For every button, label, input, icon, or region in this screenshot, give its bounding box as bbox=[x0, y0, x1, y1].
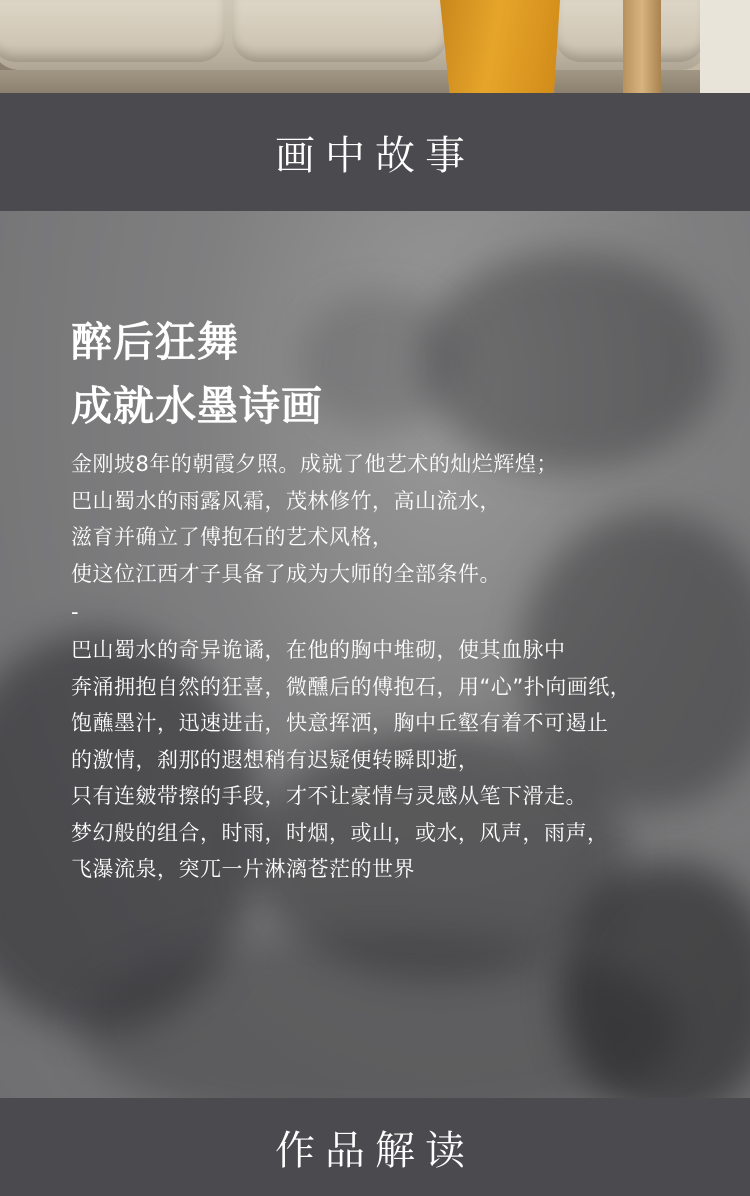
wall bbox=[700, 0, 750, 93]
paragraph-line: 的激情，刹那的遐想稍有迟疑便转瞬即逝， bbox=[71, 747, 480, 772]
paragraph-line: 奔涌拥抱自然的狂喜，微醺后的傅抱石，用“心”扑向画纸， bbox=[71, 674, 632, 699]
paragraph-line: 巴山蜀水的奇异诡谲，在他的胸中堆砌，使其血脉中 bbox=[71, 638, 566, 662]
paragraph-line: 飞瀑流泉，突兀一片淋漓苍茫的世界 bbox=[71, 857, 415, 881]
sofa-photo bbox=[0, 0, 750, 93]
section-title: 画中故事 bbox=[275, 132, 475, 179]
paragraph-line: 只有连皴带擦的手段，才不让豪情与灵感从笔下滑走。 bbox=[71, 784, 587, 808]
sofa-cushion bbox=[0, 0, 225, 62]
paragraph-line: 梦幻般的组合，时雨，时烟，或山，或水，风声，雨声， bbox=[71, 820, 609, 845]
paragraph-line: 滋育并确立了傅抱石的艺术风格， bbox=[71, 525, 394, 549]
headline-line: 醉后狂舞 bbox=[71, 318, 239, 366]
wooden-sofa-leg bbox=[623, 0, 661, 93]
sofa-cushion bbox=[232, 0, 447, 62]
headline-line: 成就水墨诗画 bbox=[71, 382, 323, 430]
paragraph-line: 巴山蜀水的雨露风霜，茂林修竹，高山流水， bbox=[71, 488, 501, 513]
paragraph-line: 金刚坡8年的朝霞夕照。成就了他艺术的灿烂辉煌； bbox=[71, 452, 558, 476]
section-title: 作品解读 bbox=[275, 1127, 475, 1174]
story-paragraph bbox=[71, 632, 711, 888]
yellow-throw-blanket bbox=[440, 0, 560, 93]
headline bbox=[71, 310, 711, 438]
paragraph-line: 饱蘸墨汁，迅速进击，快意挥洒，胸中丘壑有着不可遏止 bbox=[71, 711, 609, 735]
separator: - bbox=[71, 600, 79, 624]
story-paragraph bbox=[71, 446, 711, 592]
story-content bbox=[71, 310, 711, 888]
section-header-interpretation bbox=[0, 1098, 750, 1196]
paragraph-line: 使这位江西才子具备了成为大师的全部条件。 bbox=[71, 561, 501, 586]
section-header-story bbox=[0, 93, 750, 211]
